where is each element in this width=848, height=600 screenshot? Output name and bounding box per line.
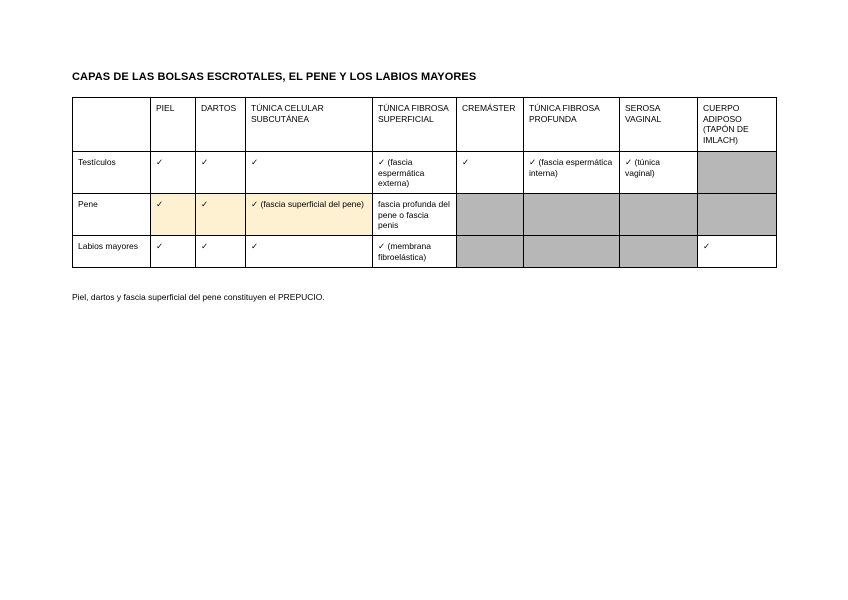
table-cell: ✓: [196, 152, 246, 194]
table-cell-not-applicable: [698, 194, 777, 236]
table-cell: ✓: [151, 152, 196, 194]
table-cell: fascia profunda del pene o fascia penis: [373, 194, 457, 236]
header-cell-dartos: DARTOS: [196, 98, 246, 152]
table-cell-not-applicable: [524, 236, 620, 268]
table-cell-highlighted: ✓: [196, 194, 246, 236]
table-cell-not-applicable: [524, 194, 620, 236]
header-cell-cuerpo-adiposo: CUERPO ADIPOSO (TAPÓN DE IMLACH): [698, 98, 777, 152]
header-cell-tunica-fibrosa-superficial: TÚNICA FIBROSA SUPERFICIAL: [373, 98, 457, 152]
table-cell-not-applicable: [620, 194, 698, 236]
row-label: Pene: [73, 194, 151, 236]
table-cell: ✓: [457, 152, 524, 194]
header-cell-empty: [73, 98, 151, 152]
table-row-pene: [73, 194, 777, 236]
table-cell: ✓: [698, 236, 777, 268]
table-header-row: [73, 98, 777, 152]
row-label: Labios mayores: [73, 236, 151, 268]
table-cell-highlighted: ✓ (fascia superficial del pene): [246, 194, 373, 236]
footnote: Piel, dartos y fascia superficial del pene constituyen el PREPUCIO.: [72, 292, 325, 302]
table-row-testiculos: [73, 152, 777, 194]
table-cell-highlighted: ✓: [151, 194, 196, 236]
table-cell: ✓: [151, 236, 196, 268]
header-cell-serosa-vaginal: SEROSA VAGINAL: [620, 98, 698, 152]
table-cell: ✓: [246, 152, 373, 194]
header-cell-tunica-fibrosa-profunda: TÚNICA FIBROSA PROFUNDA: [524, 98, 620, 152]
table-row-labios-mayores: [73, 236, 777, 268]
table-cell: ✓: [196, 236, 246, 268]
table-cell: ✓ (membrana fibroelástica): [373, 236, 457, 268]
layers-table: [72, 97, 777, 268]
table-cell-not-applicable: [620, 236, 698, 268]
table-cell: ✓: [246, 236, 373, 268]
table-cell-not-applicable: [698, 152, 777, 194]
header-cell-cremaster: CREMÁSTER: [457, 98, 524, 152]
table-cell-not-applicable: [457, 236, 524, 268]
header-cell-piel: PIEL: [151, 98, 196, 152]
table-cell: ✓ (túnica vaginal): [620, 152, 698, 194]
header-cell-tunica-celular-subcutanea: TÚNICA CELULAR SUBCUTÁNEA: [246, 98, 373, 152]
table-cell: ✓ (fascia espermática interna): [524, 152, 620, 194]
row-label: Testículos: [73, 152, 151, 194]
table-cell-not-applicable: [457, 194, 524, 236]
page-title: CAPAS DE LAS BOLSAS ESCROTALES, EL PENE Y LOS LABIOS MAYORES: [72, 71, 477, 83]
table-cell: ✓ (fascia espermática externa): [373, 152, 457, 194]
